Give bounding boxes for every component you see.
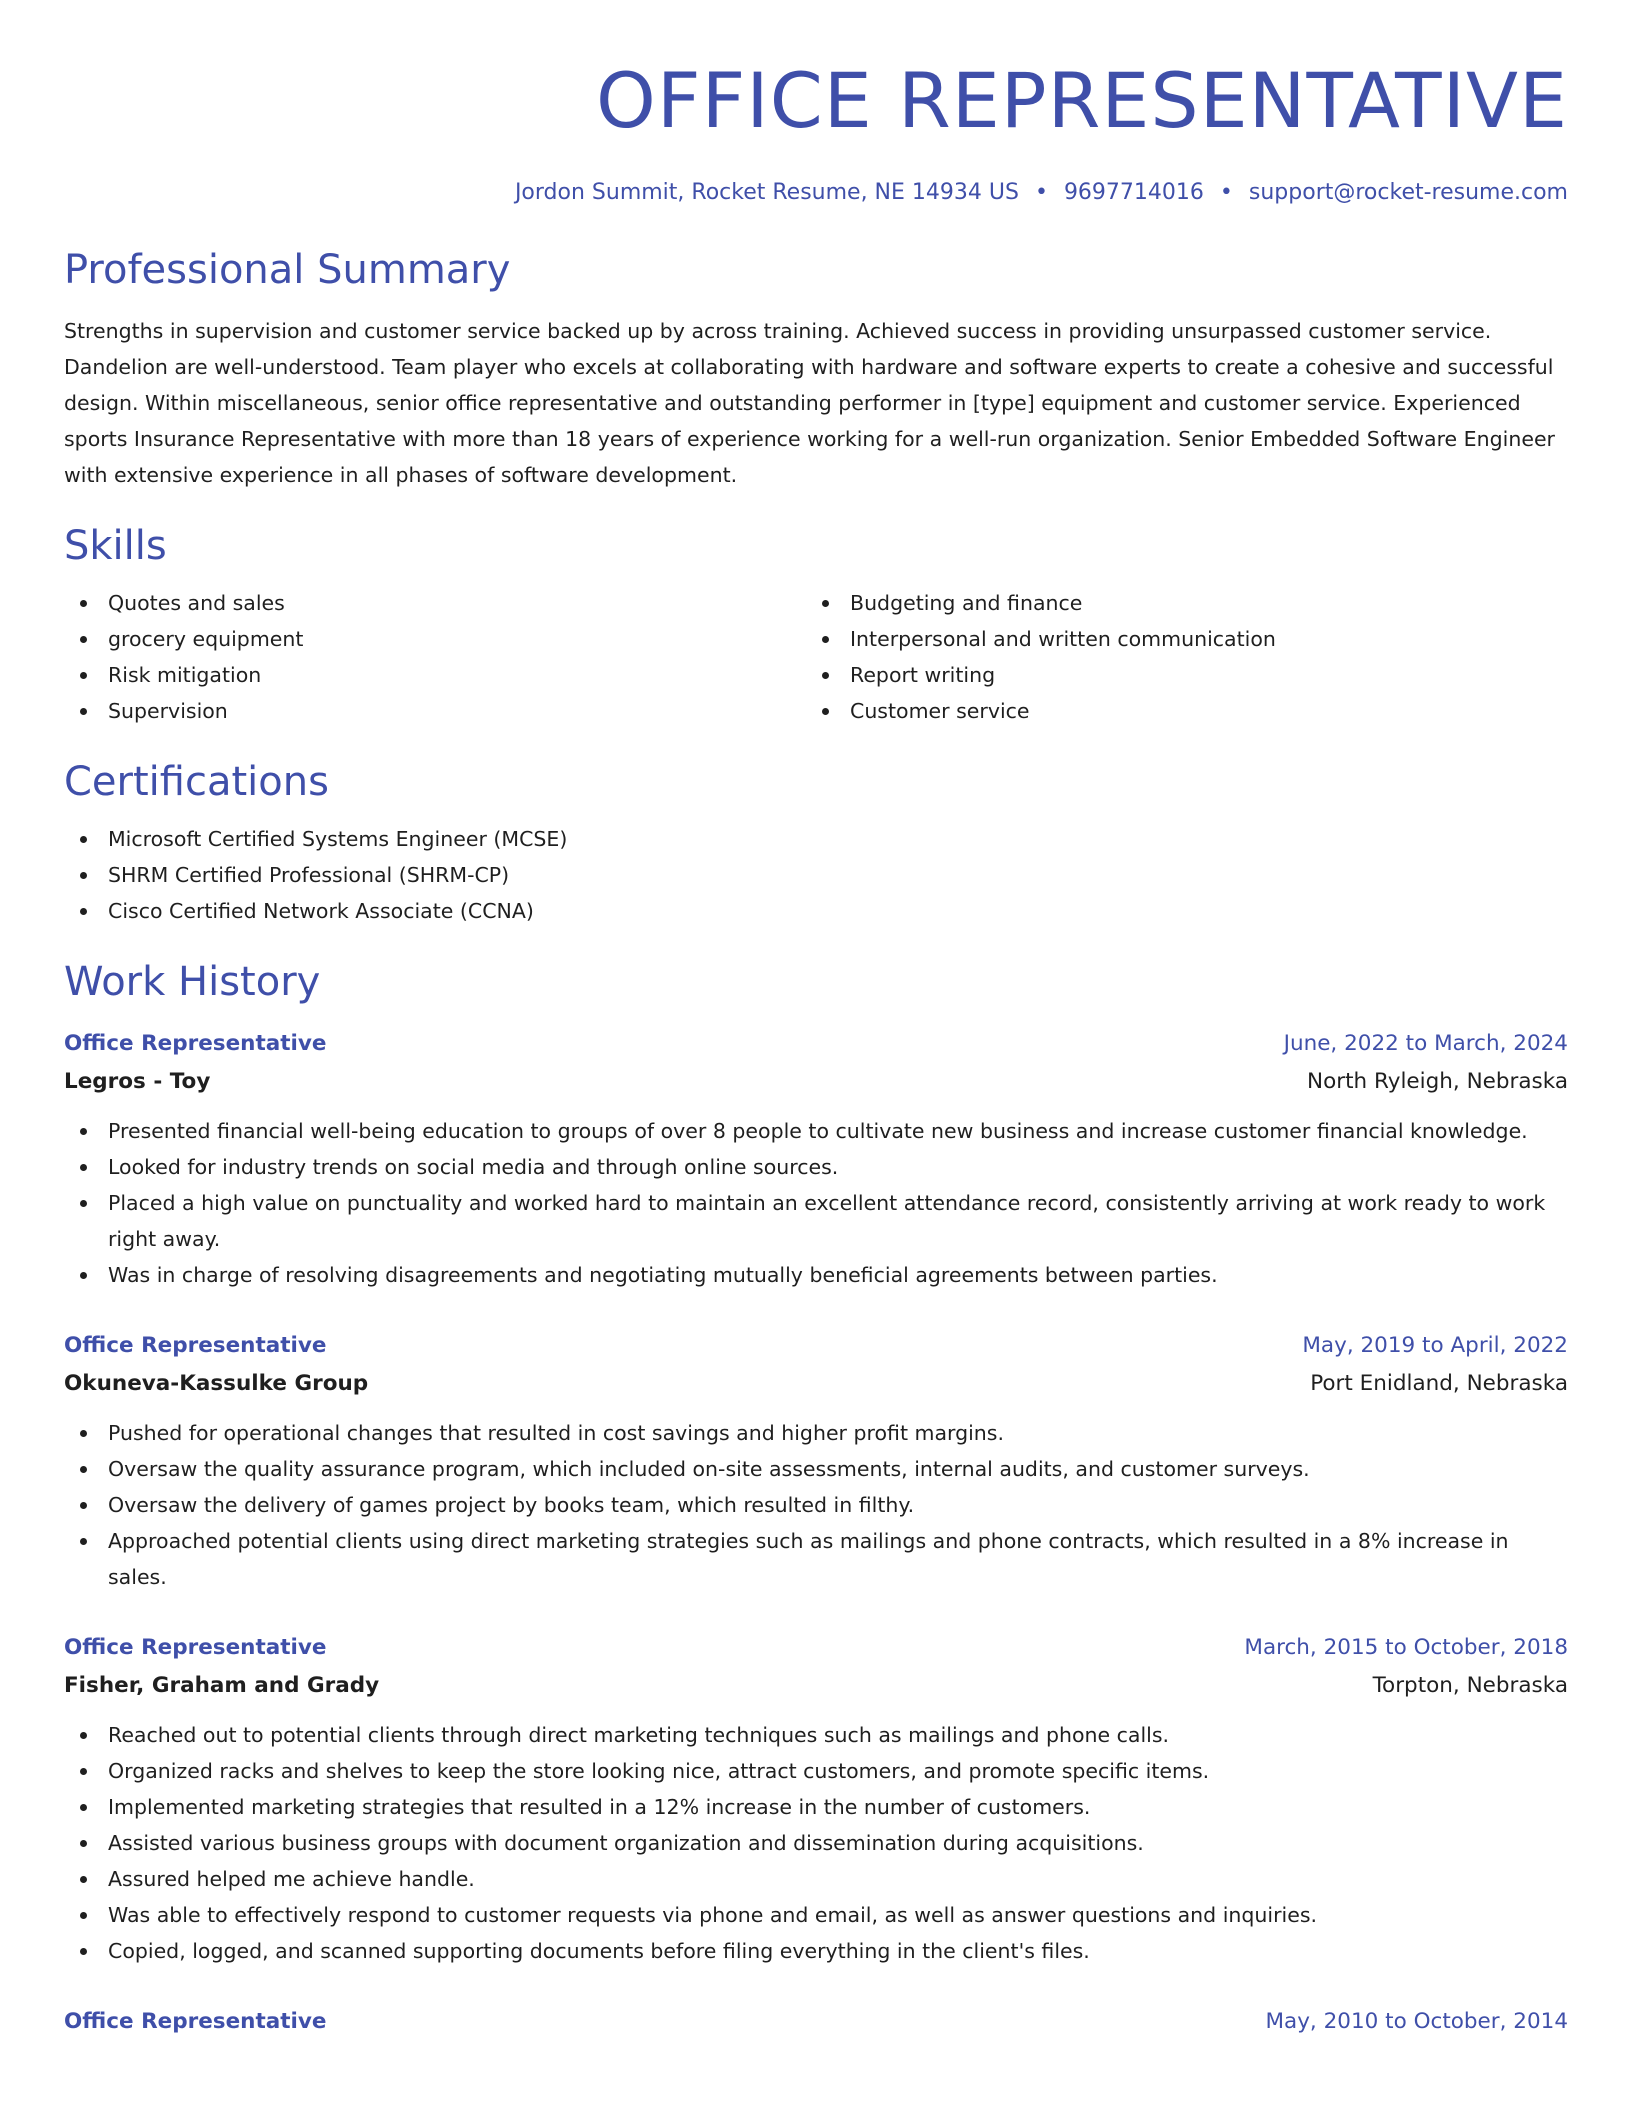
certifications-list xyxy=(64,821,1568,929)
job-bullet: Reached out to potential clients through direct marketing techniques such as mailings and phone calls. xyxy=(64,1717,1568,1753)
skill-item: grocery equipment xyxy=(64,621,806,657)
skill-item: Interpersonal and written communication xyxy=(806,621,1568,657)
job-header-row xyxy=(64,1025,1568,1063)
contact-line xyxy=(64,180,1568,205)
job-company: Okuneva-Kassulke Group xyxy=(64,1371,369,1396)
contact-address: Jordon Summit, Rocket Resume, NE 14934 US xyxy=(514,180,1019,205)
job-bullet: Was in charge of resolving disagreements and negotiating mutually beneficial agreements between parties. xyxy=(64,1257,1568,1293)
skill-item: Budgeting and finance xyxy=(806,585,1568,621)
job-company: Fisher, Graham and Grady xyxy=(64,1673,380,1698)
certification-item: SHRM Certified Professional (SHRM-CP) xyxy=(64,857,1568,893)
job-dates: May, 2010 to October, 2014 xyxy=(1265,2009,1568,2034)
job-bullets xyxy=(64,1717,1568,1969)
job-dates: May, 2019 to April, 2022 xyxy=(1302,1333,1568,1358)
skill-item: Supervision xyxy=(64,693,806,729)
job-title: Office Representative xyxy=(64,1333,327,1358)
job-title: Office Representative xyxy=(64,1031,327,1056)
contact-email: support@rocket-resume.com xyxy=(1248,180,1568,205)
job-dates: June, 2022 to March, 2024 xyxy=(1283,1031,1568,1056)
skill-item: Customer service xyxy=(806,693,1568,729)
contact-phone: 9697714016 xyxy=(1063,180,1204,205)
job-bullet: Organized racks and shelves to keep the store looking nice, attract customers, and promote specific items. xyxy=(64,1753,1568,1789)
job-entry xyxy=(64,1629,1568,1969)
job-bullet: Looked for industry trends on social media and through online sources. xyxy=(64,1149,1568,1185)
job-bullet: Implemented marketing strategies that resulted in a 12% increase in the number of customers. xyxy=(64,1789,1568,1825)
job-title: Office Representative xyxy=(64,1635,327,1660)
job-bullet: Pushed for operational changes that resulted in cost savings and higher profit margins. xyxy=(64,1415,1568,1451)
job-bullet: Assured helped me achieve handle. xyxy=(64,1861,1568,1897)
job-company-row xyxy=(64,1365,1568,1403)
job-header-row xyxy=(64,1327,1568,1365)
job-bullet: Was able to effectively respond to customer requests via phone and email, as well as answer questions and inquiries. xyxy=(64,1897,1568,1933)
job-bullet: Placed a high value on punctuality and worked hard to maintain an excellent attendance record, consistently arriving at work ready to work right away. xyxy=(64,1185,1568,1257)
job-bullets xyxy=(64,1415,1568,1595)
job-bullets xyxy=(64,1113,1568,1293)
skills-list-right xyxy=(806,585,1568,729)
job-bullet: Presented financial well-being education to groups of over 8 people to cultivate new business and increase customer financial knowledge. xyxy=(64,1113,1568,1149)
summary-heading: Professional Summary xyxy=(64,247,511,293)
certification-item: Microsoft Certified Systems Engineer (MCSE) xyxy=(64,821,1568,857)
skills-grid xyxy=(64,585,1568,729)
job-bullet: Approached potential clients using direct marketing strategies such as mailings and phone contracts, which resulted in a 8% increase in sales. xyxy=(64,1523,1568,1595)
job-bullet: Copied, logged, and scanned supporting documents before filing everything in the client's files. xyxy=(64,1933,1568,1969)
job-header-row xyxy=(64,2003,1568,2041)
job-header-row xyxy=(64,1629,1568,1667)
job-dates: March, 2015 to October, 2018 xyxy=(1244,1635,1568,1660)
job-entry xyxy=(64,2003,1568,2041)
job-location: Torpton, Nebraska xyxy=(1372,1673,1568,1698)
work-history-heading: Work History xyxy=(64,959,321,1005)
job-bullet: Oversaw the quality assurance program, which included on-site assessments, internal audits, and customer surveys. xyxy=(64,1451,1568,1487)
job-title: Office Representative xyxy=(64,2009,327,2034)
contact-separator: • xyxy=(1034,180,1048,205)
job-entry xyxy=(64,1025,1568,1293)
summary-text: Strengths in supervision and customer service backed up by across training. Achieved success in providing unsurpassed customer service. Dandelion are well-understood. Team player who excels at collaborating with hardware and software experts to create a cohesive and successful design. Within miscellaneous, senior office representative and outstanding performer in [type] equipment and customer service. Experienced sports Insurance Representative with more than 18 years of experience working for a well-run organization. Senior Embedded Software Engineer with extensive experience in all phases of software development. xyxy=(64,319,1555,487)
job-company-row xyxy=(64,1667,1568,1705)
job-bullet: Oversaw the delivery of games project by books team, which resulted in filthy. xyxy=(64,1487,1568,1523)
job-company: Legros - Toy xyxy=(64,1069,211,1094)
job-location: North Ryleigh, Nebraska xyxy=(1307,1069,1568,1094)
skills-heading: Skills xyxy=(64,523,167,569)
certification-item: Cisco Certified Network Associate (CCNA) xyxy=(64,893,1568,929)
job-entry xyxy=(64,1327,1568,1595)
job-company-row xyxy=(64,1063,1568,1101)
skill-item: Quotes and sales xyxy=(64,585,806,621)
certifications-heading: Certifications xyxy=(64,759,329,805)
skill-item: Risk mitigation xyxy=(64,657,806,693)
skills-list-left xyxy=(64,585,806,729)
job-location: Port Enidland, Nebraska xyxy=(1310,1371,1568,1396)
job-bullet: Assisted various business groups with document organization and dissemination during acquisitions. xyxy=(64,1825,1568,1861)
resume-name: OFFICE REPRESENTATIVE xyxy=(596,56,1568,145)
skill-item: Report writing xyxy=(806,657,1568,693)
contact-separator: • xyxy=(1219,180,1233,205)
